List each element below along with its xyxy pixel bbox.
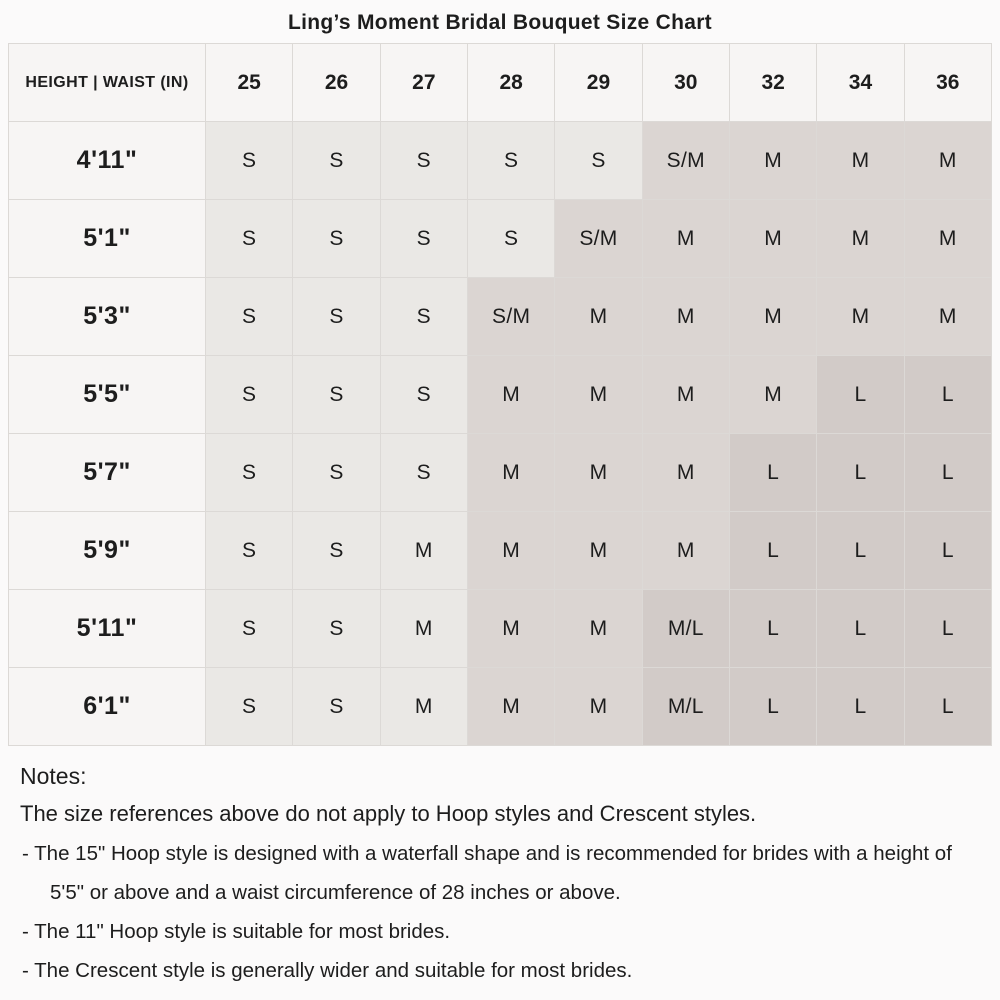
- size-cell: S: [380, 356, 467, 434]
- size-cell: M: [642, 512, 729, 590]
- size-cell: S: [206, 200, 293, 278]
- size-cell: M: [729, 356, 816, 434]
- size-cell: L: [729, 668, 816, 746]
- size-cell: M: [467, 512, 554, 590]
- size-cell: L: [817, 434, 904, 512]
- row-header-height: 5'9": [9, 512, 206, 590]
- size-cell: S: [380, 434, 467, 512]
- col-header-waist: 25: [206, 44, 293, 122]
- size-cell: M: [729, 200, 816, 278]
- size-cell: L: [904, 356, 991, 434]
- size-cell: M: [380, 590, 467, 668]
- size-cell: M: [817, 200, 904, 278]
- size-cell: M: [817, 122, 904, 200]
- size-cell: S: [555, 122, 642, 200]
- col-header-waist: 26: [293, 44, 380, 122]
- size-cell: S: [380, 200, 467, 278]
- row-header-height: 5'7": [9, 434, 206, 512]
- corner-header-height-waist: HEIGHT | WAIST (IN): [9, 44, 206, 122]
- size-cell: L: [817, 356, 904, 434]
- header-row: [9, 44, 992, 122]
- size-cell: L: [904, 590, 991, 668]
- size-cell: S/M: [642, 122, 729, 200]
- table-row: [9, 200, 992, 278]
- size-cell: M/L: [642, 668, 729, 746]
- size-cell: S: [206, 434, 293, 512]
- size-cell: S/M: [555, 200, 642, 278]
- size-cell: S: [380, 122, 467, 200]
- size-cell: M: [555, 668, 642, 746]
- note-item-hoop-15: - The 15" Hoop style is designed with a waterfall shape and is recommended for brides with a height of 5'5" or above and a waist circumference of 28 inches or above.: [22, 842, 952, 904]
- table-row: [9, 512, 992, 590]
- size-cell: M: [555, 512, 642, 590]
- table-row: [9, 434, 992, 512]
- size-cell: S: [206, 668, 293, 746]
- size-cell: L: [904, 512, 991, 590]
- table-row: [9, 590, 992, 668]
- row-header-height: 5'3": [9, 278, 206, 356]
- size-cell: M: [467, 434, 554, 512]
- size-cell: S: [293, 668, 380, 746]
- size-cell: S: [380, 278, 467, 356]
- size-cell: L: [817, 512, 904, 590]
- table-row: [9, 122, 992, 200]
- page-title: Ling’s Moment Bridal Bouquet Size Chart: [288, 11, 712, 34]
- size-cell: L: [817, 668, 904, 746]
- row-header-height: 6'1": [9, 668, 206, 746]
- size-cell: L: [729, 434, 816, 512]
- table-row: [9, 668, 992, 746]
- notes-heading: Notes:: [20, 763, 87, 789]
- size-cell: L: [904, 434, 991, 512]
- size-cell: S: [206, 356, 293, 434]
- size-cell: L: [817, 590, 904, 668]
- col-header-waist: 27: [380, 44, 467, 122]
- size-cell: S: [293, 278, 380, 356]
- note-item-crescent: - The Crescent style is generally wider and suitable for most brides.: [22, 959, 633, 982]
- table-row: [9, 278, 992, 356]
- size-cell: M: [642, 278, 729, 356]
- size-cell: M: [729, 122, 816, 200]
- size-cell: M: [467, 590, 554, 668]
- size-cell: M: [555, 356, 642, 434]
- size-cell: S: [467, 200, 554, 278]
- table-row: [9, 356, 992, 434]
- row-header-height: 5'5": [9, 356, 206, 434]
- row-header-height: 5'11": [9, 590, 206, 668]
- row-header-height: 5'1": [9, 200, 206, 278]
- col-header-waist: 28: [467, 44, 554, 122]
- size-cell: M: [642, 434, 729, 512]
- size-cell: S: [293, 356, 380, 434]
- size-cell: M: [729, 278, 816, 356]
- size-cell: M: [904, 278, 991, 356]
- size-cell: M: [904, 200, 991, 278]
- size-cell: M: [555, 434, 642, 512]
- size-cell: M: [380, 668, 467, 746]
- size-cell: S: [293, 122, 380, 200]
- col-header-waist: 30: [642, 44, 729, 122]
- size-table-body: [9, 122, 992, 746]
- size-cell: S: [467, 122, 554, 200]
- col-header-waist: 36: [904, 44, 991, 122]
- size-cell: S: [206, 512, 293, 590]
- col-header-waist: 32: [729, 44, 816, 122]
- col-header-waist: 29: [555, 44, 642, 122]
- notes-intro: The size references above do not apply to Hoop styles and Crescent styles.: [20, 801, 757, 826]
- size-cell: M: [555, 278, 642, 356]
- size-cell: M/L: [642, 590, 729, 668]
- size-cell: M: [555, 590, 642, 668]
- col-header-waist: 34: [817, 44, 904, 122]
- size-cell: M: [467, 668, 554, 746]
- size-cell: S: [206, 278, 293, 356]
- size-cell: L: [904, 668, 991, 746]
- size-cell: L: [729, 590, 816, 668]
- size-cell: L: [729, 512, 816, 590]
- size-chart-table: [8, 43, 992, 746]
- size-cell: S: [293, 512, 380, 590]
- note-item-hoop-11: - The 11" Hoop style is suitable for most brides.: [22, 920, 451, 943]
- size-cell: M: [904, 122, 991, 200]
- size-cell: S: [293, 590, 380, 668]
- size-cell: S: [206, 122, 293, 200]
- notes-section: [0, 746, 1000, 990]
- size-cell: M: [467, 356, 554, 434]
- size-cell: M: [642, 200, 729, 278]
- row-header-height: 4'11": [9, 122, 206, 200]
- size-cell: S: [293, 200, 380, 278]
- size-cell: M: [817, 278, 904, 356]
- size-cell: M: [642, 356, 729, 434]
- size-cell: S/M: [467, 278, 554, 356]
- size-cell: M: [380, 512, 467, 590]
- size-cell: S: [206, 590, 293, 668]
- size-cell: S: [293, 434, 380, 512]
